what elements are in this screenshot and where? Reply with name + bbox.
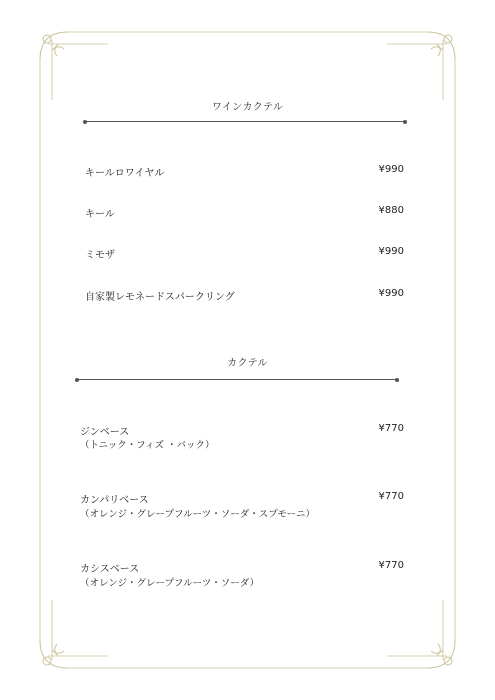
menu-item-name: カシスベース	[80, 564, 140, 575]
menu-item-price: ¥770	[378, 423, 404, 434]
menu-item-description: （オレンジ・グレープフルーツ・ソーダ・スプモーニ）	[80, 509, 316, 520]
menu-item-price: ¥770	[378, 560, 404, 571]
menu-item-description: （トニック・フィズ ・バック）	[80, 440, 215, 451]
menu-item-name: キールロワイヤル	[85, 168, 165, 179]
section-title: カクテル	[227, 358, 268, 369]
section-divider	[85, 121, 405, 122]
corner-ornament-icon	[40, 32, 68, 60]
section-divider	[77, 379, 397, 380]
menu-item-name: ミモザ	[85, 250, 115, 261]
menu-item-description: （オレンジ・グレープフルーツ・ソーダ）	[80, 578, 260, 589]
menu-item-name: ジンベース	[80, 427, 130, 438]
menu-item-name: キール	[85, 209, 115, 220]
menu-item-name: カンパリベース	[80, 495, 149, 506]
menu-item-price: ¥880	[378, 205, 404, 216]
menu-item-name: 自家製レモネードスパークリング	[85, 292, 235, 303]
menu-item-price: ¥990	[378, 164, 404, 175]
corner-ornament-icon	[427, 32, 455, 60]
corner-ornament-icon	[40, 640, 68, 668]
section-title: ワインカクテル	[211, 102, 284, 113]
corner-ornament-icon	[427, 640, 455, 668]
menu-item-price: ¥770	[378, 491, 404, 502]
menu-item-price: ¥990	[378, 246, 404, 257]
menu-item-price: ¥990	[378, 288, 404, 299]
